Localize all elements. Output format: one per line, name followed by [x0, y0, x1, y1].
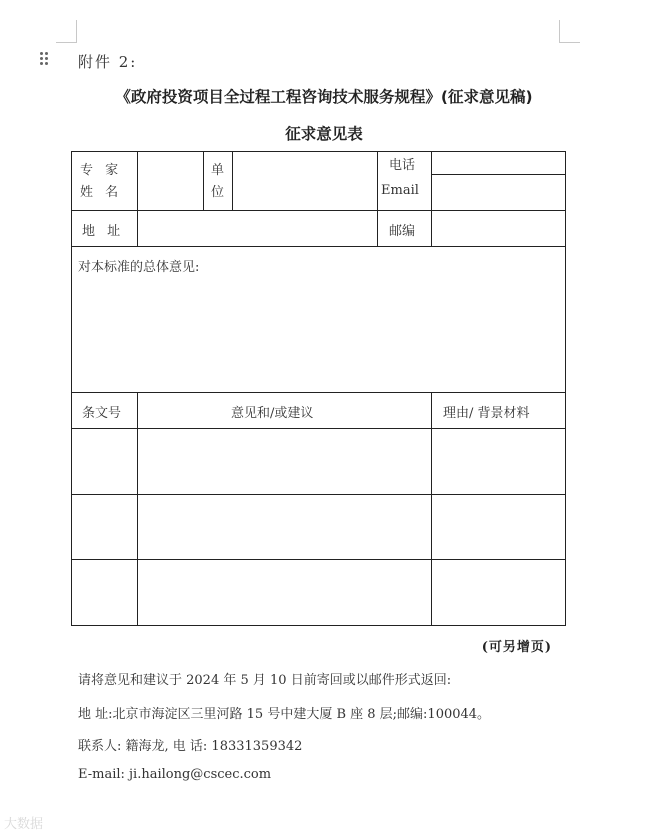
- contact-text: 联系人: 籍海龙, 电 话: 18331359342: [78, 739, 303, 754]
- row-divider: [72, 559, 565, 560]
- watermark: 大数据: [4, 817, 44, 832]
- annex-label: 附件 2:: [78, 53, 138, 71]
- col-divider: [203, 152, 204, 210]
- postcode-label: 邮编: [389, 224, 416, 239]
- unit-label-line2: 位: [211, 185, 225, 200]
- col-divider: [137, 392, 138, 625]
- email-text: E-mail: ji.hailong@cscec.com: [78, 767, 272, 782]
- col-divider: [137, 152, 138, 246]
- address-text: 地 址:北京市海淀区三里河路 15 号中建大厦 B 座 8 层;邮编:100044。: [78, 707, 491, 722]
- row-divider: [72, 428, 565, 429]
- extra-pages-note: (可另增页): [481, 640, 552, 655]
- clause-column-header: 条文号: [82, 406, 122, 421]
- overall-opinion-label: 对本标准的总体意见:: [78, 260, 200, 275]
- form-subtitle: 征求意见表: [285, 125, 363, 143]
- deadline-text: 请将意见和建议于 2024 年 5 月 10 日前寄回或以邮件形式返回:: [78, 673, 452, 688]
- col-divider: [377, 152, 378, 246]
- row-divider: [431, 174, 565, 175]
- reason-column-header: 理由/ 背景材料: [443, 406, 530, 421]
- crop-mark-top-left: [56, 20, 77, 43]
- expert-name-label-line2: 姓 名: [80, 185, 123, 200]
- unit-label-line1: 单: [211, 163, 225, 178]
- expert-name-label-line1: 专 家: [80, 163, 123, 178]
- col-divider: [431, 152, 432, 246]
- opinion-column-header: 意见和/或建议: [231, 406, 314, 421]
- row-divider: [72, 246, 565, 247]
- email-label: Email: [381, 183, 419, 198]
- row-divider: [72, 494, 565, 495]
- row-divider: [72, 392, 565, 393]
- crop-mark-top-right: [559, 20, 580, 43]
- address-label: 地 址: [82, 224, 125, 239]
- row-divider: [72, 210, 565, 211]
- document-title: 《政府投资项目全过程工程咨询技术服务规程》(征求意见稿): [115, 88, 533, 106]
- feedback-form-table: [71, 151, 566, 626]
- drag-handle-icon[interactable]: [38, 51, 50, 67]
- phone-label: 电话: [389, 158, 416, 173]
- col-divider: [431, 392, 432, 625]
- col-divider: [232, 152, 233, 210]
